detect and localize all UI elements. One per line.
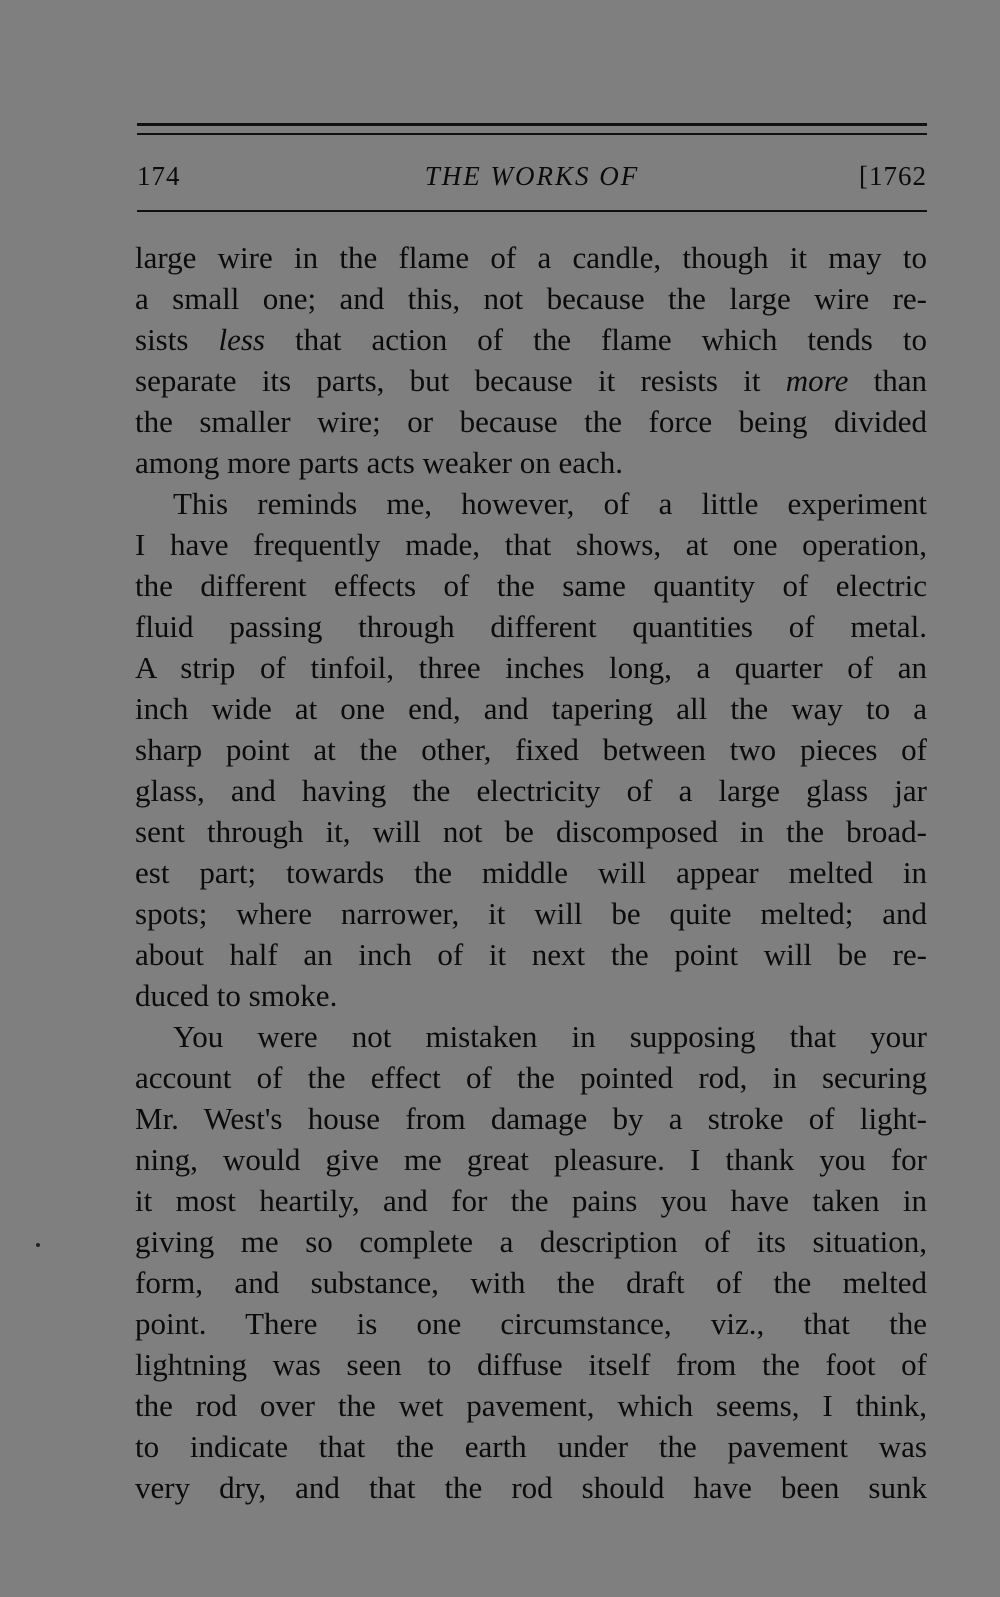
italic-word: less — [218, 322, 265, 357]
text-line: This reminds me, however, of a little experiment — [173, 486, 927, 521]
text-line: duced to smoke. — [135, 978, 338, 1013]
header-top-rule — [137, 123, 927, 126]
text-line: inch wide at one end, and tapering all the way to a — [135, 691, 927, 726]
text-line: point. There is one circumstance, viz., that the — [135, 1306, 927, 1341]
text-line: the different effects of the same quantity of electric — [135, 568, 927, 603]
text-line — [135, 360, 927, 401]
paragraph — [135, 237, 927, 483]
page-number: 174 — [137, 161, 181, 191]
body-text — [135, 237, 927, 1508]
text-line: it most heartily, and for the pains you have taken in — [135, 1183, 927, 1218]
text-segment: separate its parts, but because it resists it — [135, 363, 786, 398]
text-line: about half an inch of it next the point will be re- — [135, 937, 927, 972]
text-line: the rod over the wet pavement, which seems, I think, — [135, 1388, 927, 1423]
text-line: giving me so complete a description of its situation, — [135, 1224, 927, 1259]
text-line: large wire in the flame of a candle, though it may to — [135, 240, 927, 275]
text-line: sharp point at the other, fixed between two pieces of — [135, 732, 927, 767]
text-line: Mr. West's house from damage by a stroke of light- — [135, 1101, 927, 1136]
running-title: THE WORKS OF — [424, 161, 640, 191]
header-year: [1762 — [859, 161, 927, 191]
text-line: est part; towards the middle will appear melted in — [135, 855, 927, 890]
header-bottom-rule — [137, 210, 927, 212]
text-line: sent through it, will not be discomposed in the broad- — [135, 814, 927, 849]
text-segment: than — [848, 363, 927, 398]
text-line — [135, 319, 927, 360]
text-line: You were not mistaken in supposing that your — [173, 1019, 927, 1054]
text-line: lightning was seen to diffuse itself from the foot of — [135, 1347, 927, 1382]
running-head — [137, 158, 927, 194]
text-segment: that action of the flame which tends to — [264, 322, 927, 357]
text-line: ning, would give me great pleasure. I thank you for — [135, 1142, 927, 1177]
text-line: spots; where narrower, it will be quite melted; and — [135, 896, 927, 931]
text-line: fluid passing through different quantities of metal. — [135, 609, 927, 644]
italic-word: more — [785, 363, 849, 398]
header-second-rule — [137, 133, 927, 135]
text-line: to indicate that the earth under the pavement was — [135, 1429, 927, 1464]
text-line: among more parts acts weaker on each. — [135, 445, 624, 480]
text-line: glass, and having the electricity of a large glass jar — [135, 773, 927, 808]
margin-speck — [36, 1243, 40, 1247]
text-line: a small one; and this, not because the large wire re- — [135, 281, 927, 316]
paragraph — [135, 483, 927, 1016]
text-line: I have frequently made, that shows, at one operation, — [135, 527, 927, 562]
text-line: account of the effect of the pointed rod, in securing — [135, 1060, 927, 1095]
text-line: the smaller wire; or because the force being divided — [135, 404, 927, 439]
text-line: very dry, and that the rod should have been sunk — [135, 1470, 927, 1505]
paragraph — [135, 1016, 927, 1508]
text-segment: sists — [135, 322, 219, 357]
text-line: form, and substance, with the draft of the melted — [135, 1265, 927, 1300]
text-line: A strip of tinfoil, three inches long, a quarter of an — [135, 650, 927, 685]
